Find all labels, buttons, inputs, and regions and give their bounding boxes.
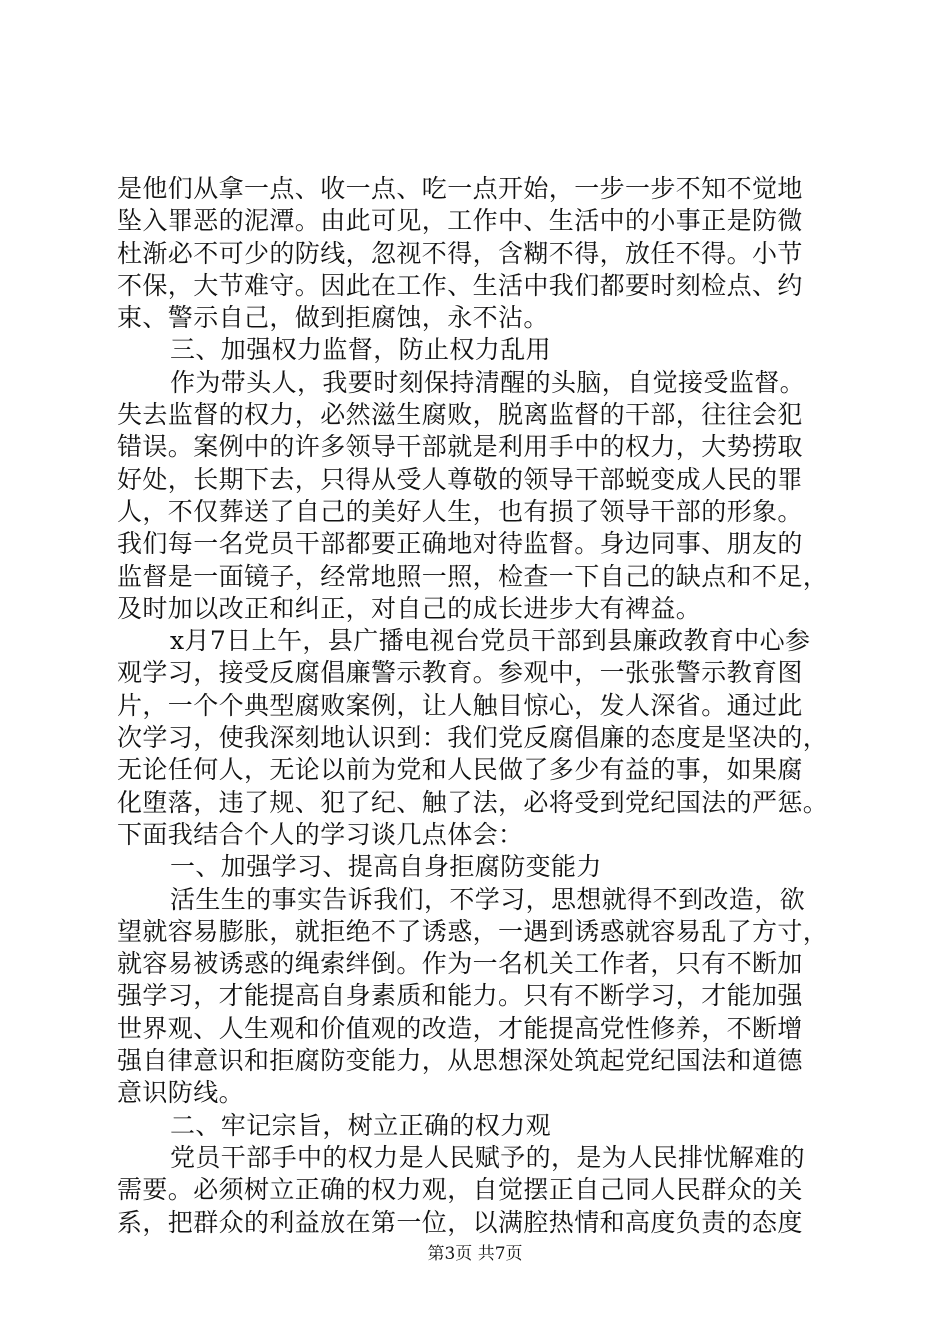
text-line: 强学习，才能提高自身素质和能力。只有不断学习，才能加强 [117,981,803,1011]
text-line: 无论任何人，无论以前为党和人民做了多少有益的事，如果腐 [117,755,803,785]
text-line: 化堕落，违了规、犯了纪、触了法，必将受到党纪国法的严惩。 [117,787,829,817]
text-line: 作为带头人，我要时刻保持清醒的头脑，自觉接受监督。 [170,367,806,397]
page-footer: 第3页 共7页 [427,1244,523,1264]
text-line: x月7日上午，县广播电视台党员干部到县廉政教育中心参 [170,626,811,656]
text-line: 需要。必须树立正确的权力观，自觉摆正自己同人民群众的关 [117,1175,803,1205]
text-line: 杜渐必不可少的防线，忽视不得，含糊不得，放任不得。小节 [117,238,803,268]
text-line: 系，把群众的利益放在第一位，以满腔热情和高度负责的态度 [117,1207,803,1237]
text-line: 世界观、人生观和价值观的改造，才能提高党性修养，不断增 [117,1013,803,1043]
text-line: 望就容易膨胀，就拒绝不了诱惑，一遇到诱惑就容易乱了方寸， [117,916,829,946]
text-line: 人，不仅葬送了自己的美好人生，也有损了领导干部的形象。 [117,496,803,526]
text-line: 就容易被诱惑的绳索绊倒。作为一名机关工作者，只有不断加 [117,949,803,979]
text-line: 片，一个个典型腐败案例，让人触目惊心，发人深省。通过此 [117,690,803,720]
text-line: 束、警示自己，做到拒腐蚀，永不沾。 [117,303,549,333]
text-line: 下面我结合个人的学习谈几点体会： [117,819,524,849]
text-line: 次学习，使我深刻地认识到：我们党反腐倡廉的态度是坚决的， [117,723,829,753]
text-line: 意识防线。 [117,1078,245,1108]
text-line: 强自律意识和拒腐防变能力，从思想深处筑起党纪国法和道德 [117,1046,803,1076]
text-line: 错误。案例中的许多领导干部就是利用手中的权力，大势捞取 [117,432,803,462]
text-line: 失去监督的权力，必然滋生腐败，脱离监督的干部，往往会犯 [117,400,803,430]
text-line: 好处，长期下去，只得从受人尊敬的领导干部蜕变成人民的罪 [117,464,803,494]
text-line: 我们每一名党员干部都要正确地对待监督。身边同事、朋友的 [117,529,803,559]
text-line: 一、加强学习、提高自身拒腐防变能力 [170,852,602,882]
text-line: 党员干部手中的权力是人民赋予的，是为人民排忧解难的 [170,1142,806,1172]
text-line: 及时加以改正和纠正，对自己的成长进步大有裨益。 [117,593,702,623]
document-body [117,173,833,1239]
text-line: 二、牢记宗旨，树立正确的权力观 [170,1110,552,1140]
text-line: 观学习，接受反腐倡廉警示教育。参观中，一张张警示教育图 [117,658,803,688]
text-line: 监督是一面镜子，经常地照一照，检查一下自己的缺点和不足， [117,561,829,591]
text-line: 活生生的事实告诉我们，不学习，思想就得不到改造，欲 [170,884,806,914]
text-line: 是他们从拿一点、收一点、吃一点开始，一步一步不知不觉地 [117,174,803,203]
text-line: 不保，大节难守。因此在工作、生活中我们都要时刻检点、约 [117,270,803,300]
text-line: 坠入罪恶的泥潭。由此可见，工作中、生活中的小事正是防微 [117,206,803,236]
text-line: 三、加强权力监督，防止权力乱用 [170,335,552,365]
